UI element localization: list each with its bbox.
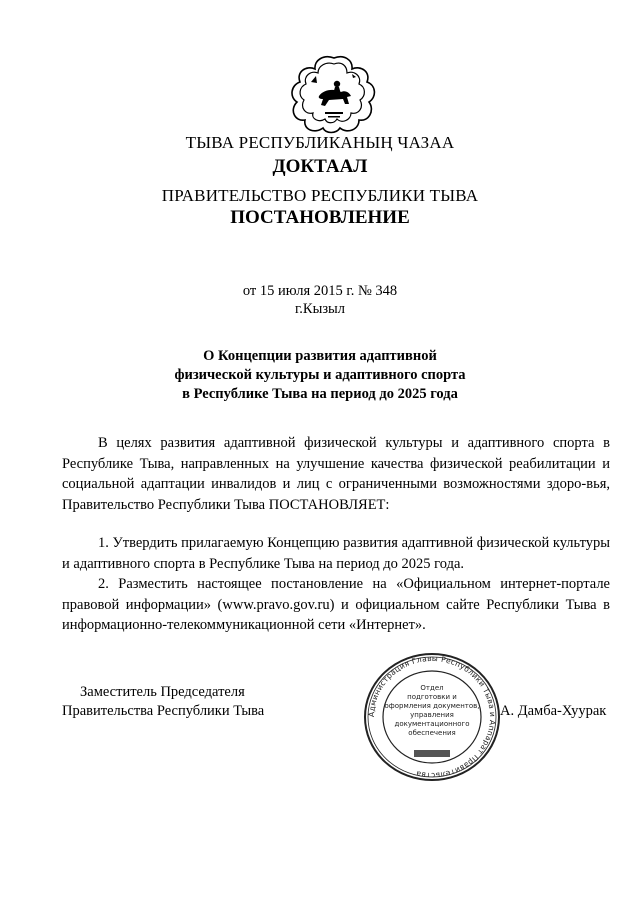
tuvan-doc-type: ДОКТААЛ [272,156,368,177]
item-2: 2. Разместить настоящее постановление на «Официальном интернет-портале правовой информации» (www.pravo.gov.ru) и официальном сайте Республики Тыва в информационно-телекоммуникационной сети «Интернет». [62,576,610,633]
preamble-text: В целях развития адаптивной физической культуры и адаптивного спорта в Республике Тыва, направленных на улучшение качества физической реабилитации и социальной адаптации инвалидов и лиц с ограниченными возможностями здоро-вья, Правительство Республики Тыва ПОСТАНОВЛЯЕТ: [62,435,610,513]
item-1: 1. Утвердить прилагаемую Концепцию развития адаптивной физической культуры и адаптивного спорта в Республике Тыва на период до 2025 года. [62,535,610,572]
stamp-inner-line-2: подготовки и [407,693,457,701]
stamp-inner-line-6: обеспечения [408,729,456,737]
coat-of-arms-emblem [289,52,379,136]
official-stamp [362,652,502,782]
date-number: от 15 июля 2015 г. № 348 [242,283,398,299]
signatory-name: А. Дамба-Хуурак [500,703,607,719]
title-line-3: в Республике Тыва на период до 2025 года [182,386,458,402]
russian-doc-type: ПОСТАНОВЛЕНИЕ [230,207,410,228]
stamp-inner-line-1: Отдел [420,684,444,692]
title-line-1: О Концепции развития адаптивной [203,348,437,364]
stamp-inner-line-5: документационного [394,720,470,728]
preamble-paragraph [62,433,610,515]
stamp-inner-line-3: оформления документов, [384,702,480,710]
stamp-barcode [414,750,450,757]
items-block [62,533,610,636]
tuvan-government-line: ТЫВА РЕСПУБЛИКАНЫҢ ЧАЗАА [185,133,455,152]
title-line-2: физической культуры и адаптивного спорта [174,367,466,383]
signatory-position-line-1: Заместитель Председателя [80,684,245,700]
city: г.Кызыл [294,301,346,317]
russian-government-line: ПРАВИТЕЛЬСТВО РЕСПУБЛИКИ ТЫВА [161,186,479,205]
signatory-position-line-2: Правительства Республики Тыва [62,703,265,719]
stamp-ring-text: Администрация Главы Республики Тыва и Аппарат Правительства [366,653,498,781]
stamp-inner-line-4: управления [410,711,454,719]
